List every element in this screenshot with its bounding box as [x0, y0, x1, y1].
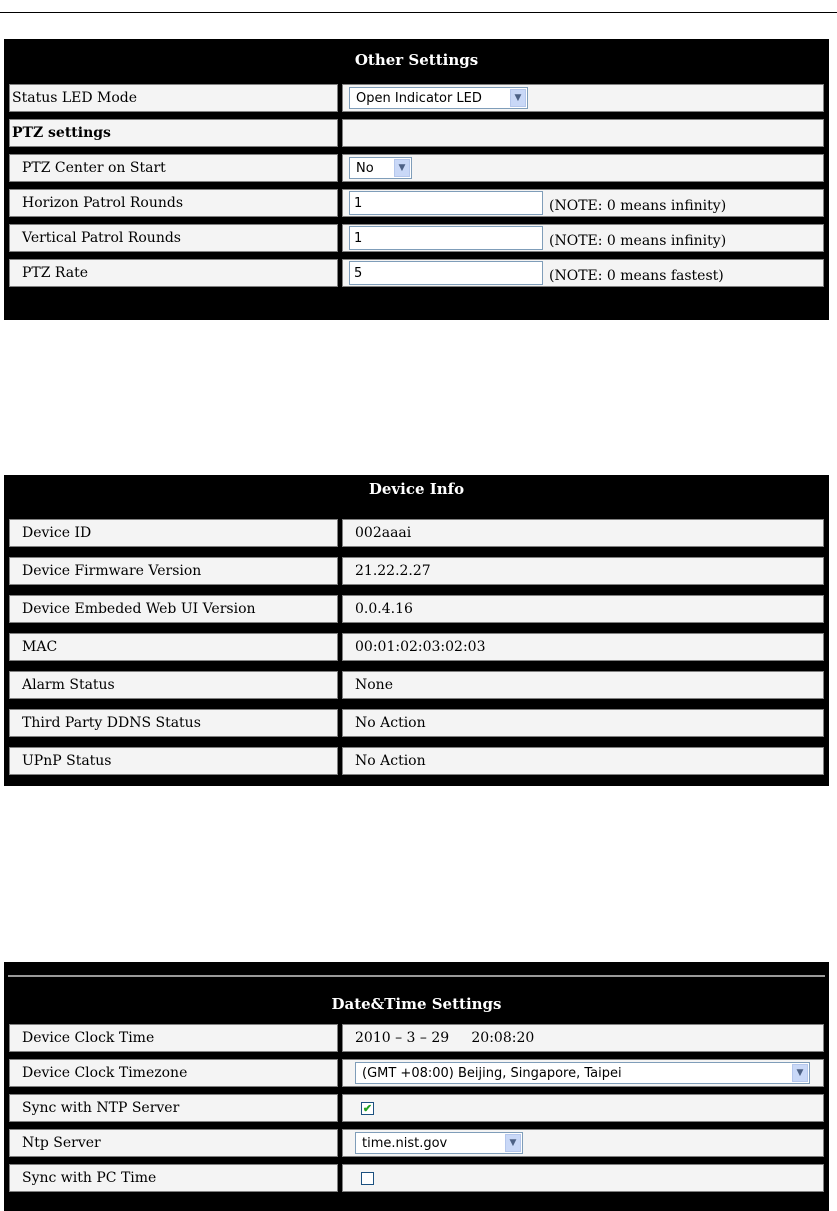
table-row	[9, 595, 824, 625]
timezone-row	[9, 1059, 824, 1089]
ptz-rate-note: (NOTE: 0 means fastest)	[549, 268, 724, 284]
chevron-down-icon[interactable]: ▼	[505, 1134, 521, 1152]
sync-pc-checkbox[interactable]	[361, 1172, 374, 1185]
table-row	[9, 557, 824, 587]
ptz-center-row	[9, 154, 824, 184]
status-led-value-cell	[342, 84, 824, 112]
sync-ntp-checkbox[interactable]	[361, 1102, 374, 1115]
mac-value: 00:01:02:03:02:03	[342, 633, 824, 661]
table-row	[9, 519, 824, 549]
ptz-rate-input[interactable]	[349, 261, 543, 285]
device-id-value: 002aaai	[342, 519, 824, 547]
ntp-server-selected: time.nist.gov	[362, 1135, 448, 1151]
ntp-server-value-cell	[342, 1129, 824, 1157]
mac-label: MAC	[9, 633, 338, 661]
ddns-status-label: Third Party DDNS Status	[9, 709, 338, 737]
table-row	[9, 747, 824, 777]
panel-title: Other Settings	[354, 51, 479, 69]
sync-pc-value-cell	[342, 1164, 824, 1192]
upnp-status-label: UPnP Status	[9, 747, 338, 775]
horizon-patrol-label: Horizon Patrol Rounds	[9, 189, 338, 217]
firmware-version-value: 21.22.2.27	[342, 557, 824, 585]
chevron-down-icon[interactable]: ▼	[394, 159, 410, 177]
panel-title: Device Info	[368, 480, 465, 498]
chevron-down-icon[interactable]: ▼	[792, 1064, 808, 1082]
ptz-rate-label: PTZ Rate	[9, 259, 338, 287]
status-led-label: Status LED Mode	[9, 84, 338, 112]
clock-time-value: 2010 – 3 – 29 20:08:20	[342, 1024, 824, 1052]
page-top-rule	[0, 12, 837, 13]
clock-time-row	[9, 1024, 824, 1054]
datetime-settings-panel	[4, 962, 829, 1211]
sync-ntp-label: Sync with NTP Server	[9, 1094, 338, 1122]
sync-ntp-value-cell	[342, 1094, 824, 1122]
alarm-status-value: None	[342, 671, 824, 699]
sync-pc-row	[9, 1164, 824, 1194]
horizon-patrol-note: (NOTE: 0 means infinity)	[549, 198, 727, 214]
ptz-center-value-cell	[342, 154, 824, 182]
chevron-down-icon[interactable]: ▼	[510, 89, 526, 107]
clock-time-label: Device Clock Time	[9, 1024, 338, 1052]
vertical-patrol-input[interactable]	[349, 226, 543, 250]
horizon-patrol-input[interactable]	[349, 191, 543, 215]
ptz-rate-value-cell	[342, 259, 824, 287]
ntp-server-row	[9, 1129, 824, 1159]
ddns-status-value: No Action	[342, 709, 824, 737]
ptz-section-row	[9, 119, 824, 149]
ptz-section-label: PTZ settings	[9, 119, 338, 147]
status-led-row	[9, 84, 824, 114]
timezone-selected: (GMT +08:00) Beijing, Singapore, Taipei	[362, 1065, 622, 1081]
panel-top-rule	[8, 975, 825, 977]
ntp-server-select[interactable]	[355, 1132, 523, 1154]
table-row	[9, 671, 824, 701]
webui-version-value: 0.0.4.16	[342, 595, 824, 623]
table-row	[9, 633, 824, 663]
timezone-select[interactable]	[355, 1062, 810, 1084]
ptz-center-label: PTZ Center on Start	[9, 154, 338, 182]
sync-ntp-row	[9, 1094, 824, 1124]
horizon-patrol-value-cell	[342, 189, 824, 217]
upnp-status-value: No Action	[342, 747, 824, 775]
ptz-center-select[interactable]	[349, 157, 412, 179]
alarm-status-label: Alarm Status	[9, 671, 338, 699]
checkmark-icon: ✔	[362, 1101, 373, 1115]
ptz-center-selected: No	[356, 160, 374, 176]
other-settings-panel	[4, 39, 829, 320]
ptz-rate-row	[9, 259, 824, 289]
sync-pc-label: Sync with PC Time	[9, 1164, 338, 1192]
webui-version-label: Device Embeded Web UI Version	[9, 595, 338, 623]
device-info-panel	[4, 475, 829, 786]
firmware-version-label: Device Firmware Version	[9, 557, 338, 585]
panel-title: Date&Time Settings	[331, 995, 502, 1013]
timezone-label: Device Clock Timezone	[9, 1059, 338, 1087]
timezone-value-cell	[342, 1059, 824, 1087]
ptz-section-empty	[342, 119, 824, 147]
vertical-patrol-note: (NOTE: 0 means infinity)	[549, 233, 727, 249]
device-id-label: Device ID	[9, 519, 338, 547]
vertical-patrol-value-cell	[342, 224, 824, 252]
status-led-select[interactable]	[349, 87, 528, 109]
vertical-patrol-label: Vertical Patrol Rounds	[9, 224, 338, 252]
status-led-selected: Open Indicator LED	[356, 90, 482, 106]
vertical-patrol-row	[9, 224, 824, 254]
table-row	[9, 709, 824, 739]
ntp-server-label: Ntp Server	[9, 1129, 338, 1157]
horizon-patrol-row	[9, 189, 824, 219]
